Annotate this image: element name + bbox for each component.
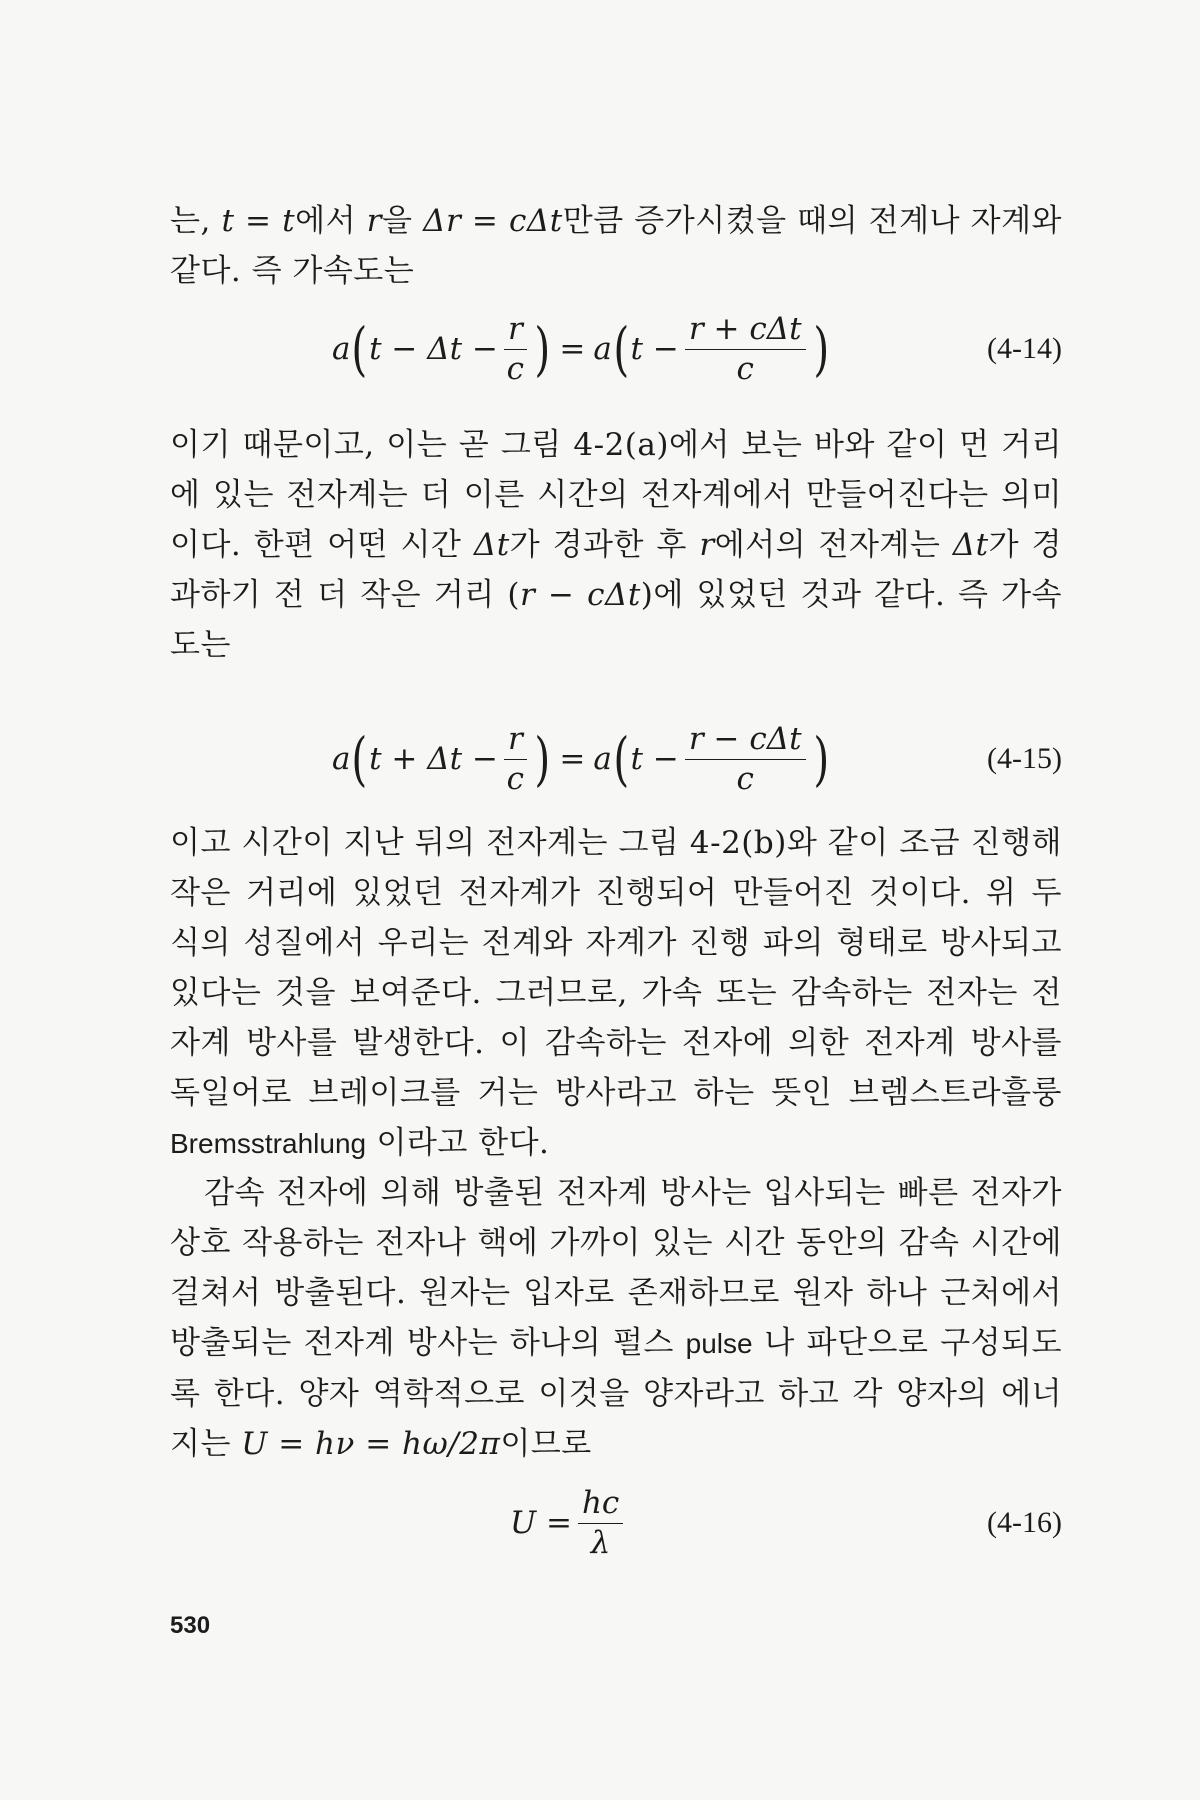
- paragraph-3: [170, 818, 1062, 1169]
- paragraph-2: [170, 420, 1062, 670]
- latin-term: pulse: [685, 1328, 753, 1359]
- equation-4-14: [170, 304, 1062, 394]
- text: 을: [381, 203, 424, 239]
- left-paren: (: [351, 315, 368, 383]
- math-inline: Δr = cΔt: [423, 203, 563, 239]
- text: 에서: [295, 203, 367, 239]
- eq-term: t −: [630, 331, 679, 367]
- text: 이라고 한다.: [366, 1125, 550, 1161]
- text: 이므로: [500, 1426, 592, 1462]
- equation-4-15: [170, 714, 1062, 804]
- right-paren: ): [534, 725, 551, 793]
- fraction: [685, 310, 806, 387]
- equals-sign: =: [559, 741, 586, 777]
- text: 가 경과하기 전 더 작은 거리 (: [170, 527, 1062, 613]
- fraction-numerator: r − cΔt: [685, 723, 806, 760]
- fraction: [504, 720, 527, 797]
- text: 에서의 전자계는: [714, 527, 953, 563]
- fraction: [578, 1484, 623, 1561]
- text: 이고 시간이 지난 뒤의 전자계는 그림 4-2(b)와 같이 조금 진행해 작은 거리에 있었던 전자계가 진행되어 만들어진 것이다. 위 두 식의 성질에서 우리는 전계와 자계가 진행 파의 형태로 방사되고 있다는 것을 보여준다. 그러므로, 가속 또는 감속하는 전자는 전자계 방사를 발생한다. 이 감속하는 전자에 의한 전자계 방사를 독일어로 브레이크를 거는 방사라고 하는 뜻인 브렘스트라흘룽: [170, 825, 1062, 1111]
- fraction-numerator: hc: [578, 1487, 623, 1524]
- left-paren: (: [351, 725, 368, 793]
- eq-term: t − Δt −: [369, 331, 498, 367]
- right-paren: ): [812, 315, 829, 383]
- text: 가 경과한 후: [509, 527, 700, 563]
- fraction-denominator: c: [736, 760, 754, 797]
- paragraph-1: [170, 196, 1062, 296]
- right-paren: ): [812, 725, 829, 793]
- fraction-denominator: λ: [590, 1524, 611, 1561]
- equation-4-16: [170, 1478, 1062, 1568]
- latin-term: Bremsstrahlung: [170, 1128, 367, 1159]
- page-number: 530: [170, 1612, 211, 1639]
- fraction-numerator: r + cΔt: [685, 313, 806, 350]
- math-inline: Δt: [952, 527, 989, 563]
- eq-term: t −: [630, 741, 679, 777]
- eq-term: U =: [510, 1505, 572, 1541]
- fraction-numerator: r: [504, 313, 527, 350]
- text: 이기 때문이고, 이는 곧 그림 4-2(a)에서 보는 바와 같이 먼 거리에 있는 전자계는 더 이른 시간의 전자계에서 만들어진다는 의미이다. 한편 어떤 시간: [170, 427, 1062, 563]
- fraction: [685, 720, 806, 797]
- eq-symbol: a: [593, 331, 612, 367]
- text: )에 있었던 것과 같다. 즉 가속도는: [170, 577, 1062, 663]
- text: 감속 전자에 의해 방출된 전자계 방사는 입사되는 빠른 전자가 상호 작용하는 전자나 핵에 가까이 있는 시간 동안의 감속 시간에 걸쳐서 방출된다. 원자는 입자로 존재하므로 원자 하나 근처에서 방출되는 전자계 방사는 하나의 펄스: [170, 1175, 1062, 1361]
- text: 나 파단으로 구성되도록 한다. 양자 역학적으로 이것을 양자라고 하고 각 양자의 에너지는: [170, 1325, 1062, 1462]
- text: 만큼 증가시켰을 때의 전계나 자계와 같다. 즉 가속도는: [170, 203, 1062, 289]
- math-inline: r − cΔt: [519, 577, 641, 613]
- fraction-denominator: c: [506, 760, 525, 797]
- left-paren: (: [613, 725, 630, 793]
- equation-number: (4-15): [987, 742, 1062, 775]
- math-inline: r: [366, 203, 382, 239]
- fraction-denominator: c: [506, 350, 525, 387]
- math-inline: r: [699, 527, 715, 563]
- fraction: [504, 310, 527, 387]
- eq-symbol: a: [332, 741, 351, 777]
- math-inline: t = t: [221, 203, 296, 239]
- math-inline: U = hν = hω/2π: [241, 1426, 501, 1462]
- math-inline: Δt: [473, 527, 510, 563]
- equation-number: (4-16): [987, 1506, 1062, 1539]
- paragraph-4: [170, 1168, 1062, 1469]
- eq-symbol: a: [332, 331, 351, 367]
- eq-symbol: a: [593, 741, 612, 777]
- eq-term: t + Δt −: [369, 741, 498, 777]
- equals-sign: =: [559, 331, 586, 367]
- left-paren: (: [613, 315, 630, 383]
- text: 는,: [170, 203, 222, 239]
- equation-number: (4-14): [987, 332, 1062, 365]
- fraction-denominator: c: [736, 350, 754, 387]
- fraction-numerator: r: [504, 723, 527, 760]
- right-paren: ): [534, 315, 551, 383]
